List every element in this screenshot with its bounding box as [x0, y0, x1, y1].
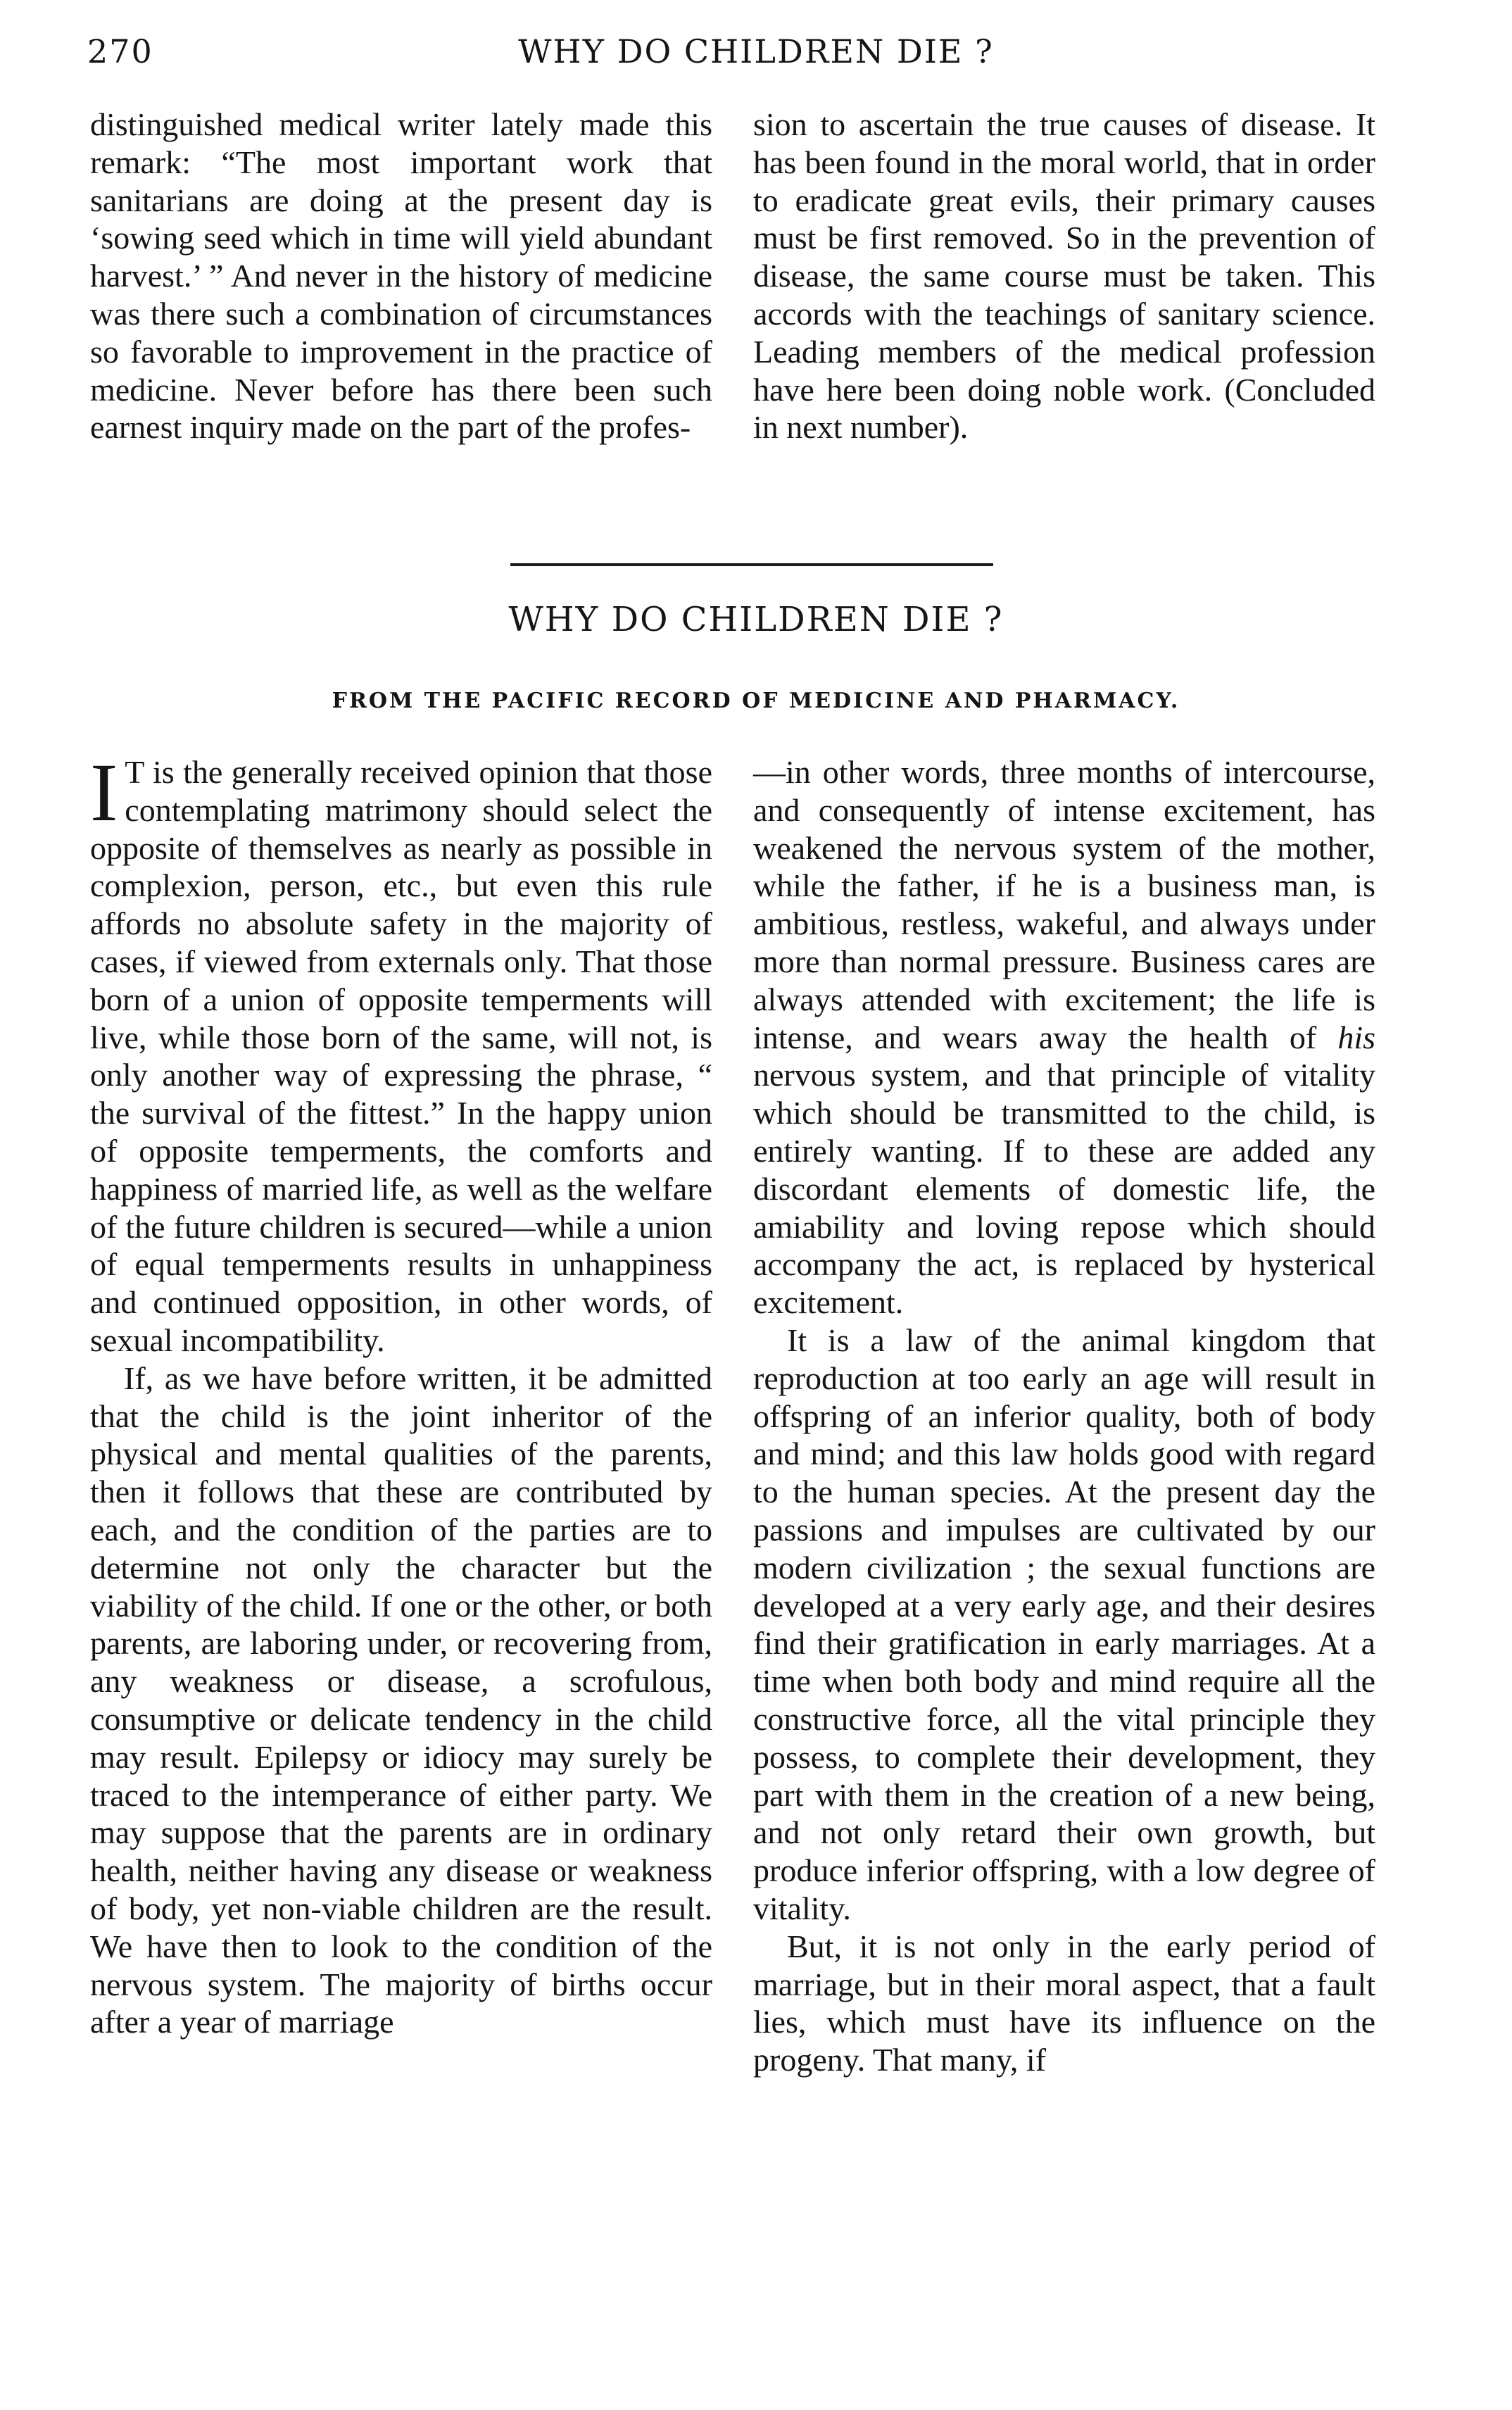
- article-right-column: [753, 753, 1375, 2079]
- article-paragraph-1-text: T is the generally received opinion that those contemplating matrimony should select the opposite of themselves as nearly as possible in complexion, person, etc., but even this rule affords no absolute safety in the majority of cases, if viewed from externals only. That those born of a union of opposite temperments will live, while those born of the same, will not, is only another way of expressing the phrase, “ the survival of the fittest.” In the happy union of opposite temperments, the comforts and happiness of married life, as well as the welfare of the future children is secured—while a union of equal temperments results in unhappiness and continued opposition, in other words, of sexual incompatibility.: [90, 754, 712, 1358]
- article-source: FROM THE PACIFIC RECORD OF MEDICINE AND PHARMACY.: [332, 689, 1180, 713]
- drop-cap: I: [90, 746, 118, 839]
- running-title: WHY DO CHILDREN DIE ?: [518, 32, 994, 70]
- continued-text-right-column: [753, 106, 1375, 446]
- article-paragraph-2: If, as we have before written, it be admitted that the child is the joint inheritor of the physical and mental qualities of the parents, then it follows that these are contributed by each, and the condition of the parties are to determine not only the character but the viability of the child. If one or the other, or both parents, are laboring under, or recovering from, any weakness or disease, a scrofulous, consumptive or delicate tendency in the child may result. Epilepsy or idiocy may surely be traced to the intemperance of either party. We may suppose that the parents are in ordinary health, neither having any disease or weakness of body, yet non-viable children are the result. We have then to look to the condition of the nervous system. The majority of births occur after a year of marriage: [90, 1360, 712, 2040]
- italic-word-his: his: [1337, 1019, 1375, 1055]
- section-divider: [510, 563, 993, 566]
- continued-text-left-column: [90, 106, 712, 446]
- article-paragraph-continued: [753, 753, 1375, 1322]
- article-left-column: [90, 746, 712, 2041]
- article-paragraph-1: [90, 746, 712, 1360]
- article-paragraph-continued-part-a: —in other words, three months of intercourse, and consequently of intense excitement, has weakened the nervous system of the mother, while the father, if he is a business man, is ambitious, restless, wakeful, and always under more than normal pressure. Business cares are always attended with excitement; the life is intense, and wears away the health of: [753, 754, 1375, 1055]
- page-number: 270: [87, 32, 153, 70]
- continued-paragraph-left: distinguished medical writer lately made this remark: “The most important work that sanitarians are doing at the present day is ‘sowing seed which in time will yield abundant harvest.’ ” And never in the history of medicine was there such a combination of circumstances so favorable to improvement in the practice of medicine. Never before has there been such earnest inquiry made on the part of the profes-: [90, 106, 712, 446]
- article-paragraph-4: But, it is not only in the early period of marriage, but in their moral aspect, that a fault lies, which must have its influence on the progeny. That many, if: [753, 1928, 1375, 2078]
- continued-paragraph-right: sion to ascertain the true causes of disease. It has been found in the moral world, that in order to eradicate great evils, their primary causes must be first removed. So in the prevention of disease, the same course must be taken. This accords with the teachings of sanitary science. Leading members of the medical profession have here been doing noble work. (Concluded in next number).: [753, 106, 1375, 446]
- article-title: WHY DO CHILDREN DIE ?: [508, 600, 1004, 639]
- running-head: [0, 27, 1512, 83]
- article-paragraph-continued-part-b: nervous system, and that principle of vitality which should be transmitted to the child, is entirely wanting. If to these are added any discordant elements of domestic life, the amiability and loving repose which should accompany the act, is replaced by hysterical excitement.: [753, 1057, 1375, 1321]
- article-paragraph-3: It is a law of the animal kingdom that reproduction at too early an age will result in offspring of an inferior quality, both of body and mind; and this law holds good with regard to the human species. At the present day the passions and impulses are cultivated by our modern civilization ; the sexual functions are developed at a very early age, and their desires find their gratification in early marriages. At a time when both body and mind require all the constructive force, all the vital principle they possess, to complete their development, they part with them in the creation of a new being, and not only retard their own growth, but produce inferior offspring, with a low degree of vitality.: [753, 1322, 1375, 1926]
